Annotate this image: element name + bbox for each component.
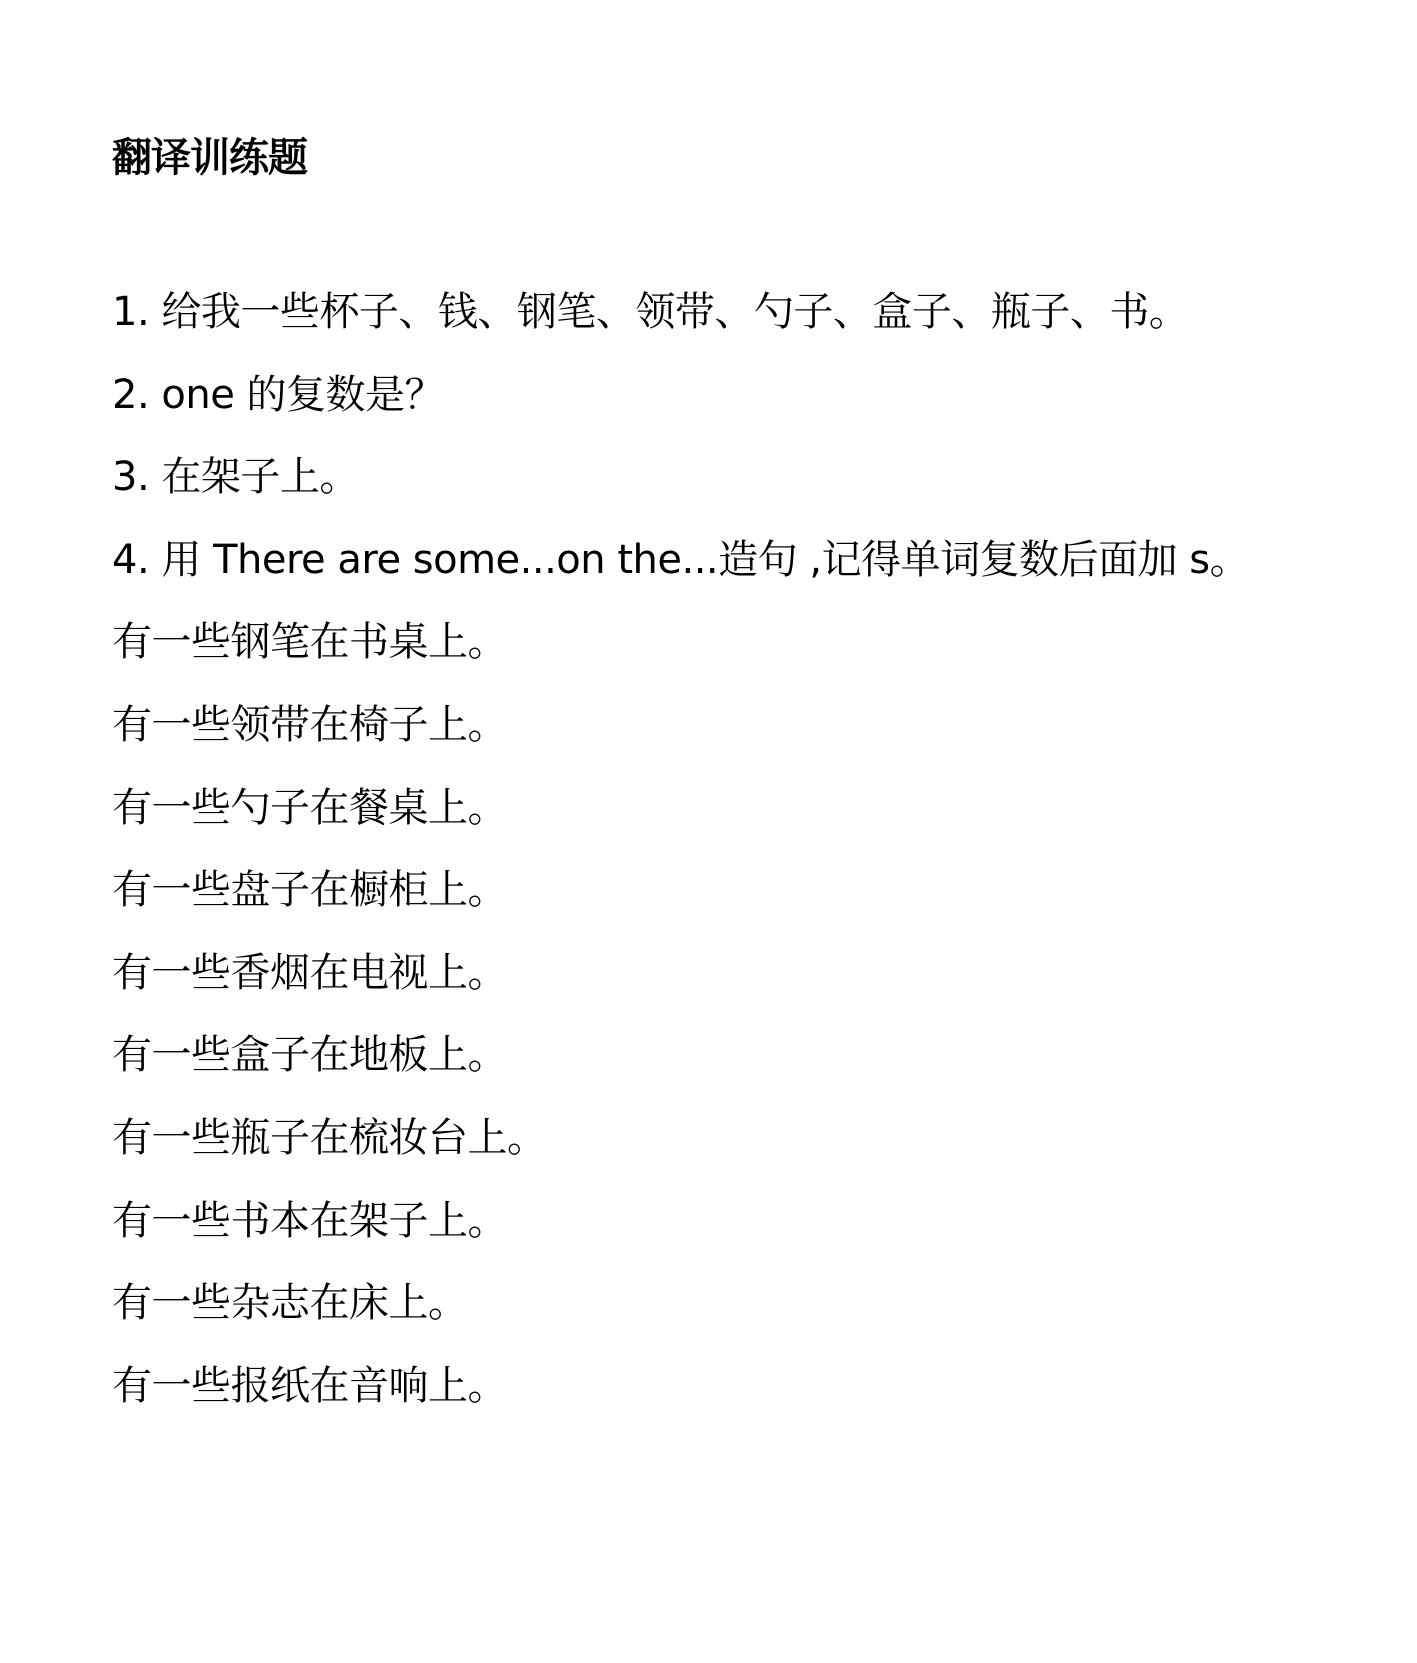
sentence-item: 有一些盘子在橱柜上。 [112, 867, 507, 914]
question-1: 1. 给我一些杯子、钱、钢笔、领带、勺子、盒子、瓶子、书。 [112, 289, 1189, 335]
sentence-item: 有一些勺子在餐桌上。 [112, 784, 507, 831]
document-title: 翻译训练题 [112, 135, 307, 181]
sentence-item: 有一些瓶子在梳妆台上。 [112, 1114, 547, 1161]
sentence-item: 有一些领带在椅子上。 [112, 701, 507, 748]
sentence-item: 有一些钢笔在书桌上。 [112, 619, 507, 666]
question-4: 4. 用 There are some...on the...造句 ,记得单词复数后面加 s。 [112, 536, 1250, 583]
question-2: 2. one 的复数是？ [112, 371, 445, 418]
question-3: 3. 在架子上。 [112, 454, 359, 501]
sentence-item: 有一些书本在架子上。 [112, 1197, 507, 1244]
document-body [112, 288, 1249, 1444]
sentence-item: 有一些香烟在电视上。 [112, 949, 507, 996]
sentence-item: 有一些盒子在地板上。 [112, 1032, 507, 1079]
sentence-item: 有一些报纸在音响上。 [112, 1362, 507, 1409]
sentence-item: 有一些杂志在床上。 [112, 1280, 468, 1327]
